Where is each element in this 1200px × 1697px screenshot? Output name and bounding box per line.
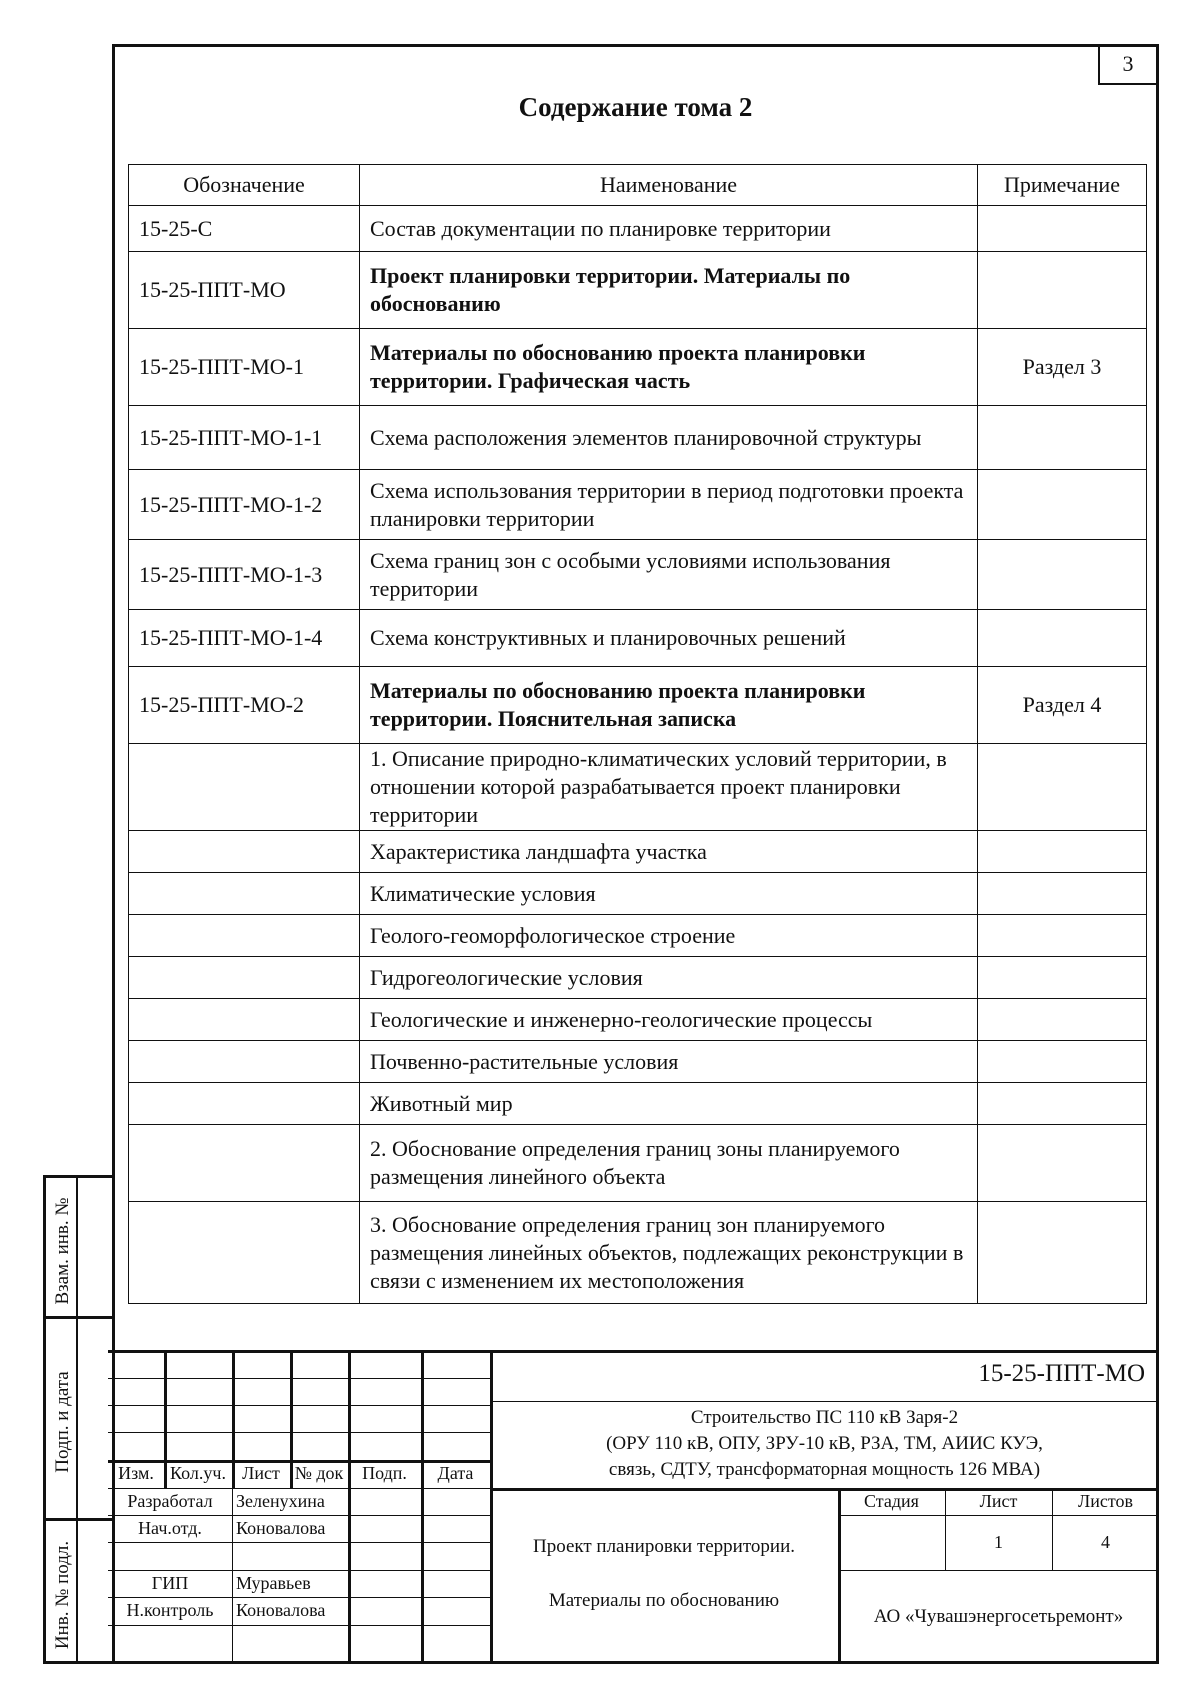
tb-doc-name-line2: Материалы по обоснованию xyxy=(548,1590,780,1611)
row-designation xyxy=(129,744,360,831)
row-name: Характеристика ландшафта участка xyxy=(360,831,978,873)
row-name: Геологические и инженерно-геологические процессы xyxy=(360,999,978,1041)
tb-sheets-label: Листов xyxy=(1078,1491,1133,1511)
tb-doc-code: 15-25-ППТ-МО xyxy=(978,1360,1145,1387)
table-row xyxy=(129,540,1147,610)
row-designation: 15-25-ППТ-МО-1-4 xyxy=(129,610,360,667)
row-name: Схема границ зон с особыми условиями использования территории xyxy=(360,540,978,610)
tb-project-line2: (ОРУ 110 кВ, ОПУ, ЗРУ-10 кВ, РЗА, ТМ, АИИС КУЭ, xyxy=(606,1433,1043,1454)
table-row xyxy=(129,206,1147,252)
row-note xyxy=(978,915,1147,957)
row-note xyxy=(978,744,1147,831)
header-name: Наименование xyxy=(360,165,978,206)
row-name: Схема конструктивных и планировочных решений xyxy=(360,610,978,667)
table-row xyxy=(129,329,1147,406)
table-row xyxy=(129,470,1147,540)
row-note xyxy=(978,610,1147,667)
header-note: Примечание xyxy=(978,165,1147,206)
side-label-podp: Подп. и дата xyxy=(52,1371,73,1473)
row-designation: 15-25-ППТ-МО xyxy=(129,252,360,329)
tb-header-list: Лист xyxy=(242,1463,280,1483)
table-row xyxy=(129,999,1147,1041)
row-designation xyxy=(129,1041,360,1083)
row-designation xyxy=(129,1125,360,1202)
side-label-inv: Инв. № подл. xyxy=(52,1540,73,1650)
row-note xyxy=(978,831,1147,873)
row-designation: 15-25-С xyxy=(129,206,360,252)
table-row xyxy=(129,1041,1147,1083)
table-header-row xyxy=(129,165,1147,206)
table-row xyxy=(129,1083,1147,1125)
row-note: Раздел 4 xyxy=(978,667,1147,744)
tb-person: Зеленухина xyxy=(236,1491,325,1511)
tb-role: Н.контроль xyxy=(126,1600,214,1620)
row-note xyxy=(978,1125,1147,1202)
row-name: Животный мир xyxy=(360,1083,978,1125)
tb-role: Нач.отд. xyxy=(138,1518,202,1538)
header-designation: Обозначение xyxy=(129,165,360,206)
contents-table xyxy=(128,164,1147,1304)
tb-sheet-label: Лист xyxy=(979,1491,1018,1511)
tb-header-data: Дата xyxy=(437,1463,474,1483)
tb-person: Муравьев xyxy=(236,1573,311,1593)
tb-person: Коновалова xyxy=(236,1518,326,1538)
tb-stage-label: Стадия xyxy=(864,1491,919,1511)
row-designation xyxy=(129,873,360,915)
row-name: Материалы по обоснованию проекта планировки территории. Графическая часть xyxy=(360,329,978,406)
row-name: Состав документации по планировке территории xyxy=(360,206,978,252)
row-note xyxy=(978,999,1147,1041)
table-row xyxy=(129,873,1147,915)
row-designation xyxy=(129,831,360,873)
row-note xyxy=(978,957,1147,999)
tb-header-izm: Изм. xyxy=(118,1463,154,1483)
tb-sheets-value: 4 xyxy=(1101,1532,1110,1552)
table-row xyxy=(129,1125,1147,1202)
row-name: Почвенно-растительные условия xyxy=(360,1041,978,1083)
row-note xyxy=(978,1202,1147,1304)
tb-project-line3: связь, СДТУ, трансформаторная мощность 126 МВА) xyxy=(608,1459,1041,1480)
row-name: Материалы по обоснованию проекта планировки территории. Пояснительная записка xyxy=(360,667,978,744)
table-row xyxy=(129,744,1147,831)
row-note xyxy=(978,406,1147,470)
tb-company: АО «Чувашэнергосетьремонт» xyxy=(873,1606,1124,1627)
row-note xyxy=(978,252,1147,329)
row-designation: 15-25-ППТ-МО-1-2 xyxy=(129,470,360,540)
row-note xyxy=(978,206,1147,252)
table-row xyxy=(129,957,1147,999)
row-name: Климатические условия xyxy=(360,873,978,915)
tb-project-line1: Строительство ПС 110 кВ Заря-2 xyxy=(690,1407,959,1428)
row-name: Геолого-геоморфологическое строение xyxy=(360,915,978,957)
row-designation: 15-25-ППТ-МО-2 xyxy=(129,667,360,744)
row-designation: 15-25-ППТ-МО-1-3 xyxy=(129,540,360,610)
row-designation: 15-25-ППТ-МО-1-1 xyxy=(129,406,360,470)
tb-sheet-value: 1 xyxy=(994,1532,1003,1552)
row-designation: 15-25-ППТ-МО-1 xyxy=(129,329,360,406)
row-note xyxy=(978,470,1147,540)
row-name: 2. Обоснование определения границ зоны планируемого размещения линейного объекта xyxy=(360,1125,978,1202)
tb-role: ГИП xyxy=(151,1573,189,1593)
row-designation xyxy=(129,915,360,957)
row-name: Гидрогеологические условия xyxy=(360,957,978,999)
row-note xyxy=(978,1083,1147,1125)
tb-header-podp: Подп. xyxy=(362,1463,407,1483)
row-name: Проект планировки территории. Материалы по обоснованию xyxy=(360,252,978,329)
table-row xyxy=(129,252,1147,329)
title-block xyxy=(108,1350,1159,1664)
row-note xyxy=(978,1041,1147,1083)
row-designation xyxy=(129,957,360,999)
side-stamp-podp xyxy=(43,1316,113,1521)
tb-role: Разработал xyxy=(127,1491,213,1511)
tb-header-ndoc: № док xyxy=(294,1463,344,1483)
row-name: 3. Обоснование определения границ зон планируемого размещения линейных объектов, подлежащих реконструкции в связи с изменением их местоположения xyxy=(360,1202,978,1304)
row-note xyxy=(978,540,1147,610)
page-number: 3 xyxy=(1098,45,1156,85)
row-note xyxy=(978,873,1147,915)
table-row xyxy=(129,831,1147,873)
tb-person: Коновалова xyxy=(236,1600,326,1620)
side-label-vzam: Взам. инв. № xyxy=(52,1197,73,1305)
table-row xyxy=(129,915,1147,957)
table-row xyxy=(129,667,1147,744)
row-name: Схема использования территории в период подготовки проекта планировки территории xyxy=(360,470,978,540)
row-designation xyxy=(129,1083,360,1125)
tb-header-kol: Кол.уч. xyxy=(170,1463,226,1483)
tb-doc-name-line1: Проект планировки территории. xyxy=(532,1536,795,1557)
page-title: Содержание тома 2 xyxy=(518,92,753,122)
row-designation xyxy=(129,1202,360,1304)
table-row xyxy=(129,1202,1147,1304)
table-row xyxy=(129,406,1147,470)
row-name: 1. Описание природно-климатических условий территории, в отношении которой разрабатывается проект планировки территории xyxy=(360,744,978,831)
row-note: Раздел 3 xyxy=(978,329,1147,406)
table-row xyxy=(129,610,1147,667)
side-stamp-inv xyxy=(43,1518,113,1664)
row-designation xyxy=(129,999,360,1041)
row-name: Схема расположения элементов планировочной структуры xyxy=(360,406,978,470)
side-stamp-vzam xyxy=(43,1175,113,1319)
